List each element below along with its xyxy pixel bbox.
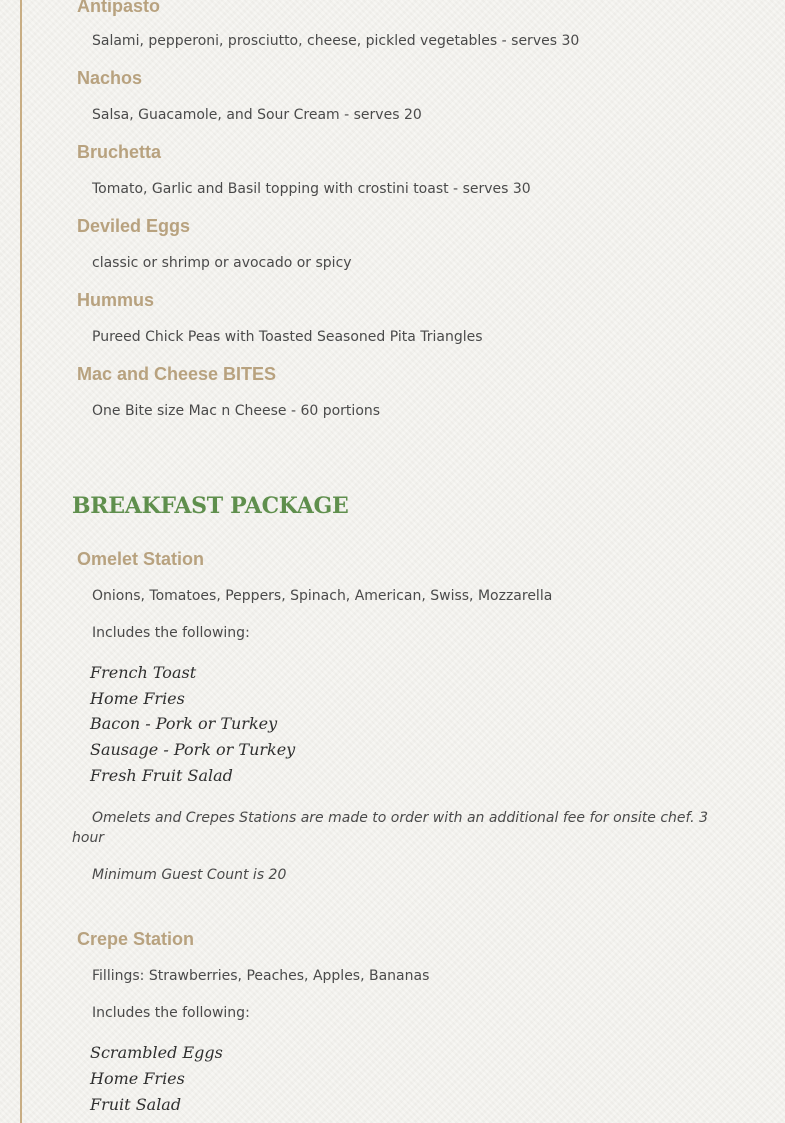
menu-item-title-hummus: Hummus [77,290,155,310]
minimum-guest-note: Minimum Guest Count is 20 [92,867,287,883]
list-item: Sausage - Pork or Turkey [90,740,296,759]
station-desc-crepe: Fillings: Strawberries, Peaches, Apples, Bananas [92,968,430,984]
chef-fee-note: Omelets and Crepes Stations are made to order with an additional fee for onsite chef. 3 hour [72,810,708,846]
menu-item-desc-hummus: Pureed Chick Peas with Toasted Seasoned Pita Triangles [92,329,483,345]
list-item: Home Fries [90,689,185,708]
list-item: French Toast [90,663,197,682]
list-item: Fruit Salad [90,1095,182,1114]
station-desc-omelet: Onions, Tomatoes, Peppers, Spinach, American, Swiss, Mozzarella [92,588,553,604]
section-heading-breakfast: BREAKFAST PACKAGE [72,493,349,519]
menu-item-title-antipasto: Antipasto [77,0,160,16]
left-border-rule [20,0,22,1123]
menu-item-desc-deviled-eggs: classic or shrimp or avocado or spicy [92,255,352,271]
list-item: Scrambled Eggs [90,1043,223,1062]
list-item: Bacon - Pork or Turkey [90,714,278,733]
menu-item-title-mac-and-cheese: Mac and Cheese BITES [77,364,277,384]
list-item: Fresh Fruit Salad [90,766,233,785]
includes-label-crepe: Includes the following: [92,1005,250,1021]
menu-item-title-deviled-eggs: Deviled Eggs [77,216,191,236]
menu-item-desc-nachos: Salsa, Guacamole, and Sour Cream - serves 20 [92,107,422,123]
menu-item-title-bruchetta: Bruchetta [77,142,162,162]
list-item: Home Fries [90,1069,185,1088]
station-title-crepe: Crepe Station [77,929,195,949]
station-title-omelet: Omelet Station [77,549,205,569]
menu-item-desc-bruchetta: Tomato, Garlic and Basil topping with crostini toast - serves 30 [92,181,531,197]
includes-label-omelet: Includes the following: [92,625,250,641]
menu-item-desc-antipasto: Salami, pepperoni, prosciutto, cheese, pickled vegetables - serves 30 [92,33,580,49]
menu-item-desc-mac-and-cheese: One Bite size Mac n Cheese - 60 portions [92,403,381,419]
menu-item-title-nachos: Nachos [77,68,143,88]
